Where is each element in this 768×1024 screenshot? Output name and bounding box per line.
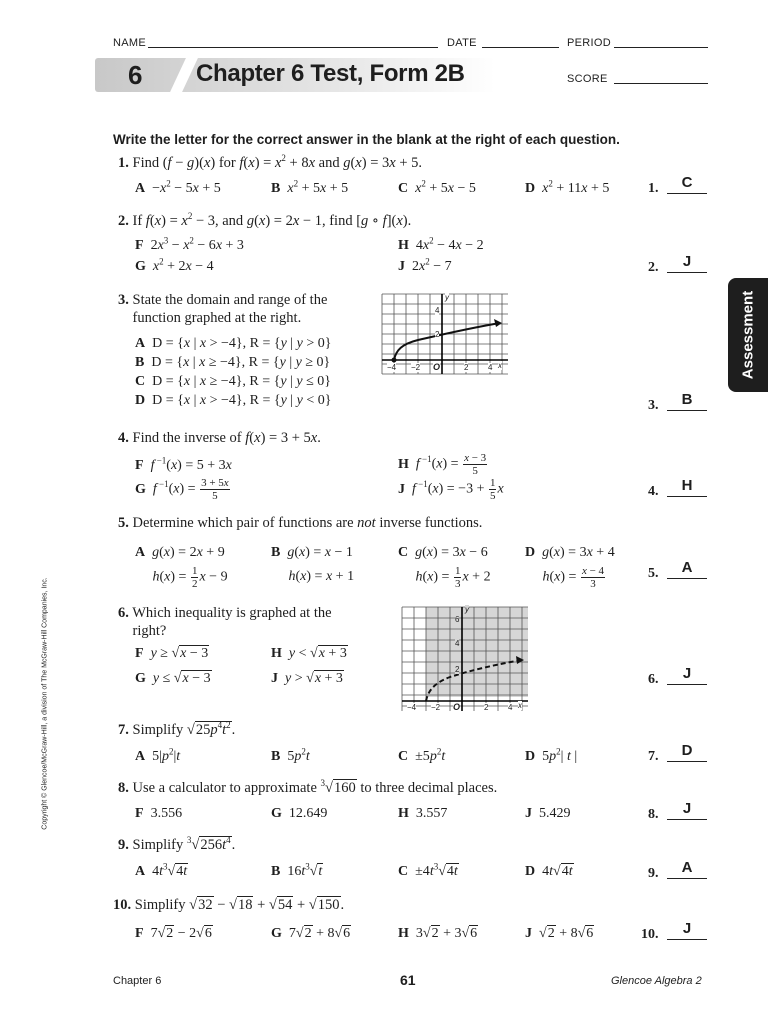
tick-label: 4 — [435, 306, 440, 315]
footer-book: Glencoe Algebra 2 — [611, 975, 702, 987]
answer-number-1: 1. — [648, 181, 659, 196]
answer-7[interactable]: D — [681, 742, 693, 759]
question-3: 3. State the domain and range of the function graphed at the right. — [118, 292, 328, 326]
answer-blank-3[interactable] — [667, 410, 707, 411]
question-10: 10. Simplify √32 − √18 + √54 + √150. — [113, 897, 345, 913]
answer-number-6: 6. — [648, 672, 659, 687]
choice-7b[interactable]: B $5p^2t$ — [271, 746, 310, 764]
tick-label: O — [453, 702, 461, 712]
tick-label: −4 — [387, 363, 397, 372]
choice-9b[interactable]: B $16t^3√t$ — [271, 861, 323, 879]
choice-10j[interactable]: J √2 + 8√6 — [525, 926, 594, 941]
answer-number-7: 7. — [648, 749, 659, 764]
tick-label: −4 — [407, 703, 417, 712]
page-title: Chapter 6 Test, Form 2B — [196, 60, 465, 87]
answer-9[interactable]: A — [681, 859, 693, 876]
tick-label: 6 — [455, 615, 460, 624]
choice-6h[interactable]: H y < √x + 3 — [271, 646, 347, 661]
score-field[interactable] — [614, 83, 708, 84]
choice-2j[interactable]: J $2x^2 - 7$ — [398, 256, 452, 274]
question-7: 7. Simplify $√25p^4t^2$. — [118, 720, 236, 738]
choice-3a[interactable]: A D = {x | x > −4}, R = {y | y > 0} — [135, 336, 332, 351]
axis-label-y: y — [465, 605, 469, 614]
tick-label: −2 — [411, 363, 421, 372]
question-1: 1. Find (f − g)(x) for $f(x) = x^2 + 8x$ and g(x) = 3x + 5. — [118, 153, 422, 171]
tick-label: 4 — [488, 363, 493, 372]
axis-label-x: x — [518, 701, 522, 710]
answer-blank-10[interactable] — [667, 939, 707, 940]
choice-8h[interactable]: H 3.557 — [398, 806, 448, 821]
period-field[interactable] — [614, 47, 708, 48]
answer-blank-2[interactable] — [667, 272, 707, 273]
answer-6[interactable]: J — [682, 665, 692, 682]
answer-number-9: 9. — [648, 866, 659, 881]
choice-5a[interactable]: A g(x) = 2x + 9 h(x) = $\frac{1}{2}$ x − 9 — [135, 545, 228, 590]
choice-1b[interactable]: B $x^2 + 5x + 5$ — [271, 178, 349, 196]
choice-3b[interactable]: B D = {x | x ≥ −4}, R = {y | y ≥ 0} — [135, 355, 331, 370]
choice-3d[interactable]: D D = {x | x > −4}, R = {y | y < 0} — [135, 393, 332, 408]
answer-number-2: 2. — [648, 260, 659, 275]
choice-10h[interactable]: H 3√2 + 3√6 — [398, 926, 478, 941]
choice-5c[interactable]: C g(x) = 3x − 6 h(x) = $\frac{1}{3}$ x + 2 — [398, 545, 491, 590]
choice-4f[interactable]: F f $^{-1}$(x) = 5 + 3x — [135, 455, 232, 473]
choice-4h[interactable]: H f $^{-1}$(x) = $\frac{x - 3}{5}$ — [398, 452, 487, 477]
answer-blank-8[interactable] — [667, 819, 707, 820]
answer-8[interactable]: J — [682, 800, 692, 817]
choice-2f[interactable]: F $2x^3 - x^2 - 6x + 3$ — [135, 235, 244, 253]
answer-number-3: 3. — [648, 398, 659, 413]
answer-blank-9[interactable] — [667, 878, 707, 879]
answer-blank-6[interactable] — [667, 684, 707, 685]
instructions: Write the letter for the correct answer in the blank at the right of each question. — [113, 132, 620, 147]
date-label: DATE — [447, 37, 477, 49]
page-number: 61 — [400, 972, 416, 988]
period-label: PERIOD — [567, 37, 611, 49]
answer-3[interactable]: B — [681, 391, 693, 408]
score-label: SCORE — [567, 73, 608, 85]
choice-3c[interactable]: C D = {x | x ≥ −4}, R = {y | y ≤ 0} — [135, 374, 332, 389]
choice-10f[interactable]: F 7√2 − 2√6 — [135, 926, 212, 941]
choice-6j[interactable]: J y > √x + 3 — [271, 671, 343, 686]
question-4: 4. Find the inverse of f(x) = 3 + 5x. — [118, 430, 321, 446]
answer-number-10: 10. — [641, 927, 659, 942]
question-8: 8. Use a calculator to approximate $^3$√160 to three decimal places. — [118, 778, 498, 796]
question-5: 5. Determine which pair of functions are not inverse functions. — [118, 515, 483, 531]
choice-6g[interactable]: G y ≤ √x − 3 — [135, 671, 211, 686]
axis-label-y: y — [445, 293, 449, 302]
choice-4g[interactable]: G f $^{-1}$(x) = $\frac{3 + 5x}{5}$ — [135, 477, 229, 502]
choice-6f[interactable]: F y ≥ √x − 3 — [135, 646, 209, 661]
choice-4j[interactable]: J f $^{-1}$(x) = −3 + $\frac{1}{5}$ x — [398, 477, 504, 502]
name-label: NAME — [113, 37, 146, 49]
choice-10g[interactable]: G 7√2 + 8√6 — [271, 926, 351, 941]
tick-label: 4 — [455, 639, 460, 648]
copyright-notice: Copyright © Glencoe/McGraw-Hill, a division of The McGraw-Hill Companies, Inc. — [41, 577, 49, 830]
answer-2[interactable]: J — [682, 253, 692, 270]
graph-q6-labels — [400, 605, 530, 713]
assessment-tab-label: Assessment — [739, 290, 757, 380]
question-2: 2. If $f(x) = x^2 - 3$, and g(x) = 2x − 1, find [g ∘ f](x). — [118, 211, 412, 229]
answer-number-8: 8. — [648, 807, 659, 822]
answer-1[interactable]: C — [681, 174, 693, 191]
choice-8f[interactable]: F 3.556 — [135, 806, 183, 821]
answer-blank-5[interactable] — [667, 578, 707, 579]
choice-2g[interactable]: G $x^2 + 2x - 4$ — [135, 256, 214, 274]
tick-label: 2 — [484, 703, 489, 712]
axis-label-x: x — [498, 361, 502, 370]
choice-1c[interactable]: C $x^2 + 5x - 5$ — [398, 178, 476, 196]
answer-number-4: 4. — [648, 484, 659, 499]
tick-label: O — [433, 362, 441, 372]
choice-7a[interactable]: A $5|p^2|t$ — [135, 746, 181, 764]
answer-blank-7[interactable] — [667, 761, 707, 762]
graph-q3-labels — [380, 292, 510, 376]
tick-label: −2 — [431, 703, 441, 712]
question-9: 9. Simplify $^3√256t^4$. — [118, 835, 236, 853]
tick-label: 2 — [464, 363, 469, 372]
tick-label: 4 — [508, 703, 513, 712]
choice-7d[interactable]: D $5p^2|$ t | — [525, 746, 578, 764]
question-6: 6. Which inequality is graphed at the right? — [118, 605, 332, 639]
assessment-tab — [728, 278, 768, 392]
tick-label: 2 — [435, 330, 440, 339]
name-field[interactable] — [148, 47, 438, 48]
answer-number-5: 5. — [648, 566, 659, 581]
answer-blank-4[interactable] — [667, 496, 707, 497]
choice-8g[interactable]: G 12.649 — [271, 806, 328, 821]
choice-5d[interactable]: D g(x) = 3x + 4 h(x) = $\frac{x - 4}{3}$ — [525, 545, 615, 590]
choice-2h[interactable]: H $4x^2 - 4x - 2$ — [398, 235, 484, 253]
choice-5b[interactable]: B g(x) = x − 1 h(x) = x + 1 — [271, 545, 355, 584]
answer-5[interactable]: A — [681, 559, 693, 576]
date-field[interactable] — [482, 47, 559, 48]
answer-10[interactable]: J — [682, 920, 692, 937]
choice-9a[interactable]: A $4t^3√4t$ — [135, 861, 188, 879]
answer-4[interactable]: H — [681, 477, 693, 494]
chapter-number: 6 — [128, 60, 143, 90]
choice-1a[interactable]: $A -x^2 - 5x + 5$ — [135, 178, 221, 196]
choice-1d[interactable]: D $x^2 + 11x + 5$ — [525, 178, 610, 196]
footer-chapter: Chapter 6 — [113, 975, 162, 987]
answer-blank-1[interactable] — [667, 193, 707, 194]
choice-9c[interactable]: $C \pm 4t^3√4t$ — [398, 861, 458, 879]
tick-label: 2 — [455, 665, 460, 674]
choice-8j[interactable]: J 5.429 — [525, 806, 571, 821]
choice-7c[interactable]: $C \pm 5p^2t$ — [398, 746, 446, 764]
choice-9d[interactable]: D 4t√4t — [525, 864, 573, 879]
